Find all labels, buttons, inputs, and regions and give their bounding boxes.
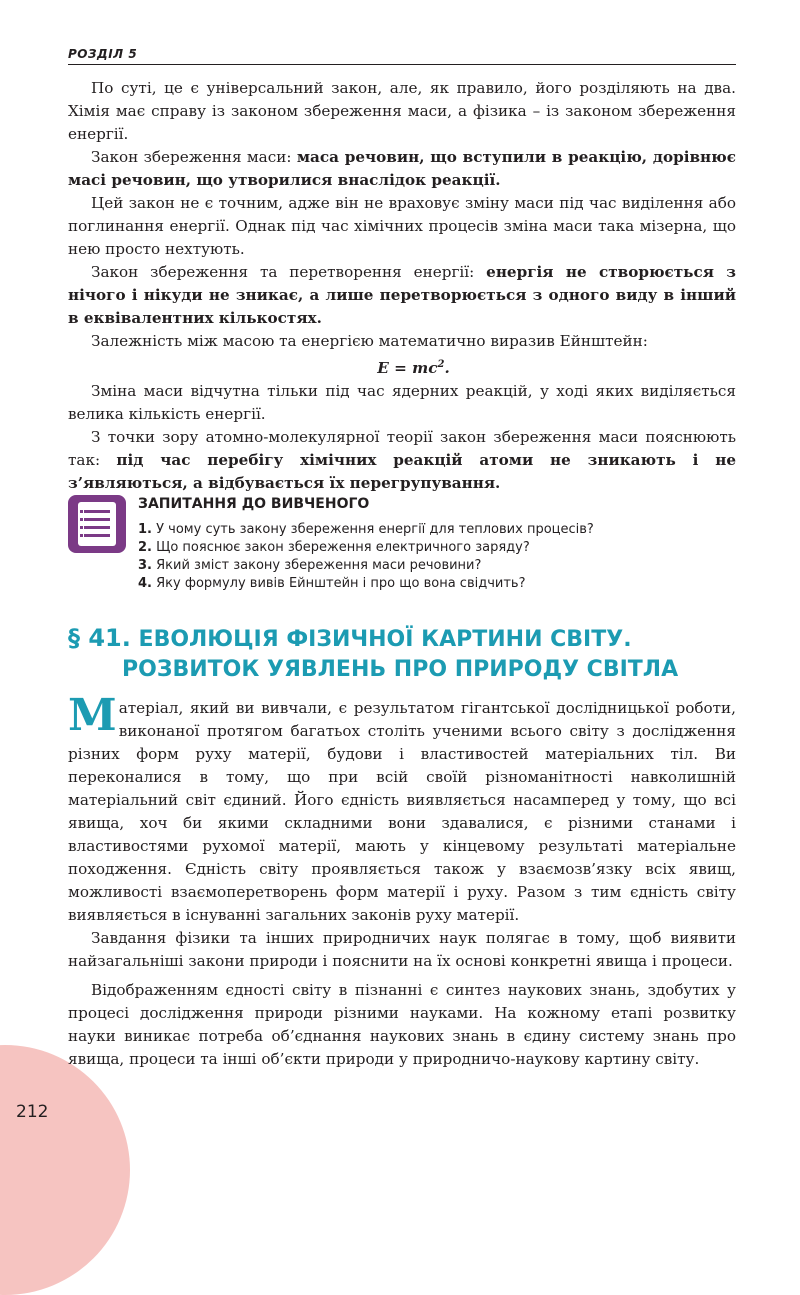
top-text: [68, 77, 736, 495]
paragraph: Закон збереження маси: маса речовин, що вступили в реакцію, дорівнює масі речовин, що утворилися внаслідок реакції.: [68, 148, 736, 189]
question-item: 1. У чому суть закону збереження енергії для теплових процесів?: [138, 522, 594, 537]
paragraph: З точки зору атомно-молекулярної теорії закон збереження маси пояснюють так: під час перебігу хімічних реакцій атоми не зникають і не з’являються, а відбувається їх перегрупування.: [68, 428, 736, 493]
paragraph: Зміна маси відчутна тільки під час ядерних реакцій, у ході яких виділяється велика кількість енергії.: [68, 382, 736, 424]
questions-block: [138, 495, 738, 593]
law-definition: під час перебігу хімічних реакцій атоми не зникають і не з’являються, а відбувається їх перегрупування.: [68, 451, 736, 493]
question-item: 2. Що пояснює закон збереження електричного заряду?: [138, 540, 530, 555]
section-title: § 41. ЕВОЛЮЦІЯ ФІЗИЧНОЇ КАРТИНИ СВІТУ. РОЗВИТОК УЯВЛЕНЬ ПРО ПРИРОДУ СВІТЛА: [68, 624, 679, 682]
page-corner-decoration: [0, 1045, 130, 1295]
page-number: 212: [16, 1102, 49, 1122]
question-item: 4. Яку формулу вивів Ейнштейн і про що вона свідчить?: [138, 576, 526, 591]
law-definition: енергія не створюється з нічого і нікуди не зникає, а лише перетворюється з одного виду в інший в еквівалентних кількостях.: [68, 263, 736, 327]
questions-list-icon: [68, 495, 126, 553]
section-body: [68, 690, 736, 1071]
law-definition: маса речовин, що вступили в реакцію, дорівнює масі речовин, що утворилися внаслідок реакції.: [68, 148, 736, 189]
formula: $E = mc^2$.: [377, 359, 450, 378]
paragraph: Завдання фізики та інших природничих наук полягає в тому, щоб виявити найзагальніші закони природи і пояснити на їх основі конкретні явища і процеси.: [68, 929, 736, 970]
running-header: РОЗДІЛ 5: [68, 47, 736, 65]
section-number: § 41.: [68, 624, 131, 652]
paragraph: Матеріал, який ви вивчали, є результатом гігантської дослідницької роботи, виконаної протягом багатьох століть ученими всього світу з дослідження різних форм руху матерії, будови і властивостей матеріальних тіл. Ви переконалися в тому, що при всій своїй різноманітності навколишній матеріальний світ єдиний. Його єдність виявляється насамперед у тому, що всі явища, хоч би якими складними вони здавалися, є різними станами і властивостями рухомої матерії, мають у кінцевому результаті матеріальне походження. Єдність світу проявляється також у взаємозв’язку всіх явищ, можливості взаємоперетворень форм матерії і руху. Разом з тим єдність світу виявляється в існуванні загальних законів руху матерії.: [68, 690, 736, 924]
question-item: 3. Який зміст закону збереження маси речовини?: [138, 558, 482, 573]
paragraph: По суті, це є універсальний закон, але, як правило, його розділяють на два. Хімія має справу із законом збереження маси, а фізика – із законом збереження енергії.: [68, 79, 736, 143]
paragraph: Відображенням єдності світу в пізнанні є синтез наукових знань, здобутих у процесі дослідження природи різними науками. На кожному етапі розвитку науки виникає потреба об’єднання наукових знань в єдину систему знань про явища, процеси та інші об’єкти природи у природничо-наукову картину світу.: [68, 981, 736, 1068]
paragraph: Залежність між масою та енергією математично виразив Ейнштейн:: [91, 332, 648, 350]
paragraph: Цей закон не є точним, адже він не враховує зміну маси під час виділення або поглинання енергії. Однак під час хімічних процесів зміна маси така мізерна, що нею просто нехтують.: [68, 194, 736, 258]
questions-title: ЗАПИТАННЯ ДО ВИВЧЕНОГО: [138, 496, 370, 512]
drop-cap: М: [68, 690, 117, 741]
paragraph: Закон збереження та перетворення енергії: енергія не створюється з нічого і нікуди не зникає, а лише перетворюється з одного виду в інший в еквівалентних кількостях.: [68, 263, 736, 327]
